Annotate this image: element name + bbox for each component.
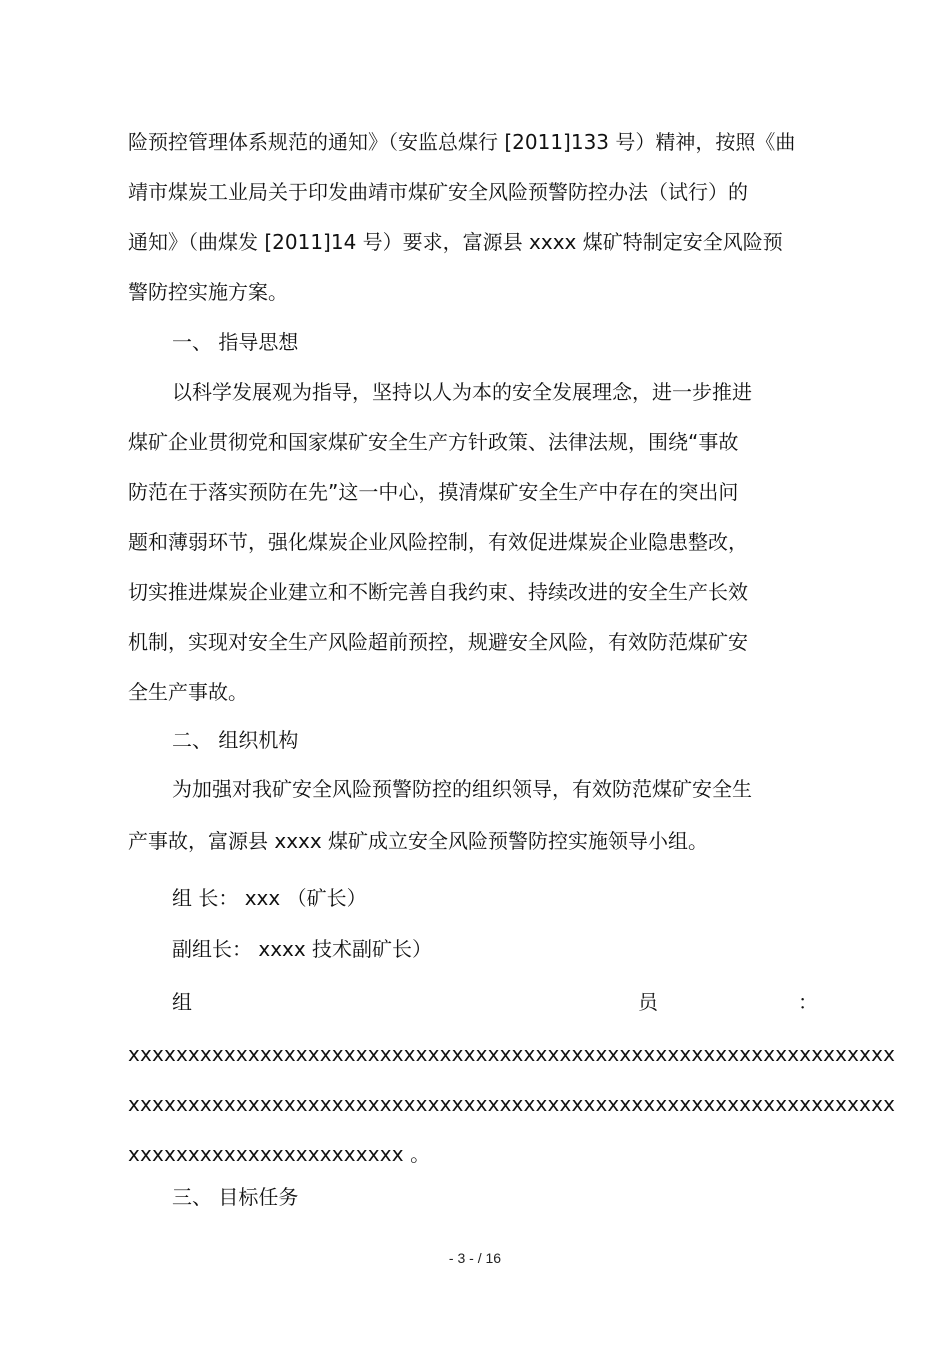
members-line-3: xxxxxxxxxxxxxxxxxxxxxxx 。	[128, 1142, 431, 1166]
members-label-char-2: 员	[638, 990, 658, 1014]
section1-line-4: 题和薄弱环节，强化煤炭企业风险控制，有效促进煤炭企业隐患整改，	[128, 530, 748, 554]
section1-line-7: 全生产事故。	[128, 680, 248, 704]
deputy-leader-line: 副组长： xxxx 技术副矿长）	[172, 937, 433, 961]
members-label-char-1: 组	[172, 990, 192, 1014]
section-heading-guiding-ideology: 一、 指导思想	[172, 330, 299, 354]
page-number: - 3 - / 16	[448, 1250, 502, 1266]
section-heading-targets: 三、 目标任务	[172, 1185, 299, 1209]
section1-line-1: 以科学发展观为指导，坚持以人为本的安全发展理念，进一步推进	[172, 380, 752, 404]
intro-line-3: 通知》（曲煤发 [2011]14 号）要求，富源县 xxxx 煤矿特制定安全风险预	[128, 230, 783, 254]
members-line-1: xxxxxxxxxxxxxxxxxxxxxxxxxxxxxxxxxxxxxxxxxxxxxxxxxxxxxxxxxxxxxxxx	[128, 1042, 896, 1066]
members-line-2: xxxxxxxxxxxxxxxxxxxxxxxxxxxxxxxxxxxxxxxxxxxxxxxxxxxxxxxxxxxxxxxx	[128, 1092, 896, 1116]
section1-line-6: 机制，实现对安全生产风险超前预控，规避安全风险，有效防范煤矿安	[128, 630, 748, 654]
leader-line: 组 长： xxx （矿长）	[172, 886, 367, 910]
members-colon: ：	[798, 990, 818, 1014]
section-heading-organization: 二、 组织机构	[172, 728, 299, 752]
section1-line-2: 煤矿企业贯彻党和国家煤矿安全生产方针政策、法律法规，围绕“事故	[128, 430, 739, 454]
section2-line-2: 产事故，富源县 xxxx 煤矿成立安全风险预警防控实施领导小组。	[128, 829, 709, 853]
section1-line-5: 切实推进煤炭企业建立和不断完善自我约束、持续改进的安全生产长效	[128, 580, 748, 604]
intro-line-1: 险预控管理体系规范的通知》（安监总煤行 [2011]133 号）精神，按照《曲	[128, 130, 796, 154]
section2-line-1: 为加强对我矿安全风险预警防控的组织领导，有效防范煤矿安全生	[172, 777, 752, 801]
intro-line-2: 靖市煤炭工业局关于印发曲靖市煤矿安全风险预警防控办法（试行）的	[128, 180, 748, 204]
intro-line-4: 警防控实施方案。	[128, 280, 288, 304]
section1-line-3: 防范在于落实预防在先”这一中心，摸清煤矿安全生产中存在的突出问	[128, 480, 739, 504]
